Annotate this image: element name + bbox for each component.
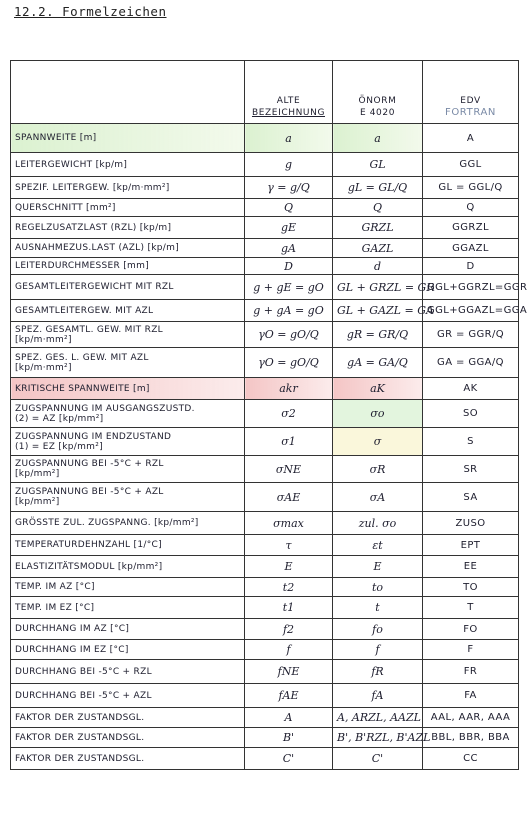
row-label: GRÖSSTE ZUL. ZUGSPANNG. [kp/mm²]	[11, 512, 245, 535]
row-onorm-symbol: C'	[333, 748, 423, 770]
row-label: AUSNAHMEZUS.LAST (AZL) [kp/m]	[11, 239, 245, 258]
row-onorm-symbol: fo	[333, 619, 423, 640]
row-edv-symbol: FR	[423, 660, 519, 684]
row-label: DURCHHANG BEI -5°C + RZL	[11, 660, 245, 684]
row-edv-symbol: CC	[423, 748, 519, 770]
row-label: SPANNWEITE [m]	[11, 124, 245, 153]
table-row	[11, 597, 519, 619]
row-old-symbol: C'	[245, 748, 333, 770]
row-edv-symbol: BBL, BBR, BBA	[423, 728, 519, 748]
row-onorm-symbol: gA = GA/Q	[333, 348, 423, 378]
table-row	[11, 239, 519, 258]
row-onorm-symbol: d	[333, 258, 423, 275]
header-old-line2: BEZEICHNUNG	[251, 108, 326, 118]
row-label: ELASTIZITÄTSMODUL [kp/mm²]	[11, 556, 245, 578]
table-row	[11, 619, 519, 640]
row-onorm-symbol: GL + GAZL = GA	[333, 300, 423, 322]
row-label: FAKTOR DER ZUSTANDSGL.	[11, 728, 245, 748]
row-onorm-symbol: to	[333, 578, 423, 597]
row-old-symbol: σ2	[245, 400, 333, 428]
row-edv-symbol: GGAZL	[423, 239, 519, 258]
row-edv-symbol: SA	[423, 483, 519, 512]
row-onorm-symbol: gL = GL/Q	[333, 177, 423, 199]
row-label: DURCHHANG IM EZ [°C]	[11, 640, 245, 660]
table-row	[11, 217, 519, 239]
row-label: FAKTOR DER ZUSTANDSGL.	[11, 748, 245, 770]
row-old-symbol: γ = g/Q	[245, 177, 333, 199]
row-old-symbol: E	[245, 556, 333, 578]
row-label: SPEZIF. LEITERGEW. [kp/m·mm²]	[11, 177, 245, 199]
row-old-symbol: a	[245, 124, 333, 153]
row-onorm-symbol: Q	[333, 199, 423, 217]
table-row	[11, 640, 519, 660]
row-label: SPEZ. GES. L. GEW. MIT AZL [kp/m·mm²]	[11, 348, 245, 378]
table-row	[11, 456, 519, 483]
symbol-table	[10, 60, 527, 770]
row-onorm-symbol: GL + GRZL = GR	[333, 275, 423, 300]
table-row	[11, 300, 519, 322]
row-old-symbol: A	[245, 708, 333, 728]
table-row	[11, 199, 519, 217]
row-label: FAKTOR DER ZUSTANDSGL.	[11, 708, 245, 728]
row-onorm-symbol: B', B'RZL, B'AZL	[333, 728, 423, 748]
header-old-designation	[245, 61, 333, 124]
row-old-symbol: τ	[245, 535, 333, 556]
row-edv-symbol: TO	[423, 578, 519, 597]
table-row	[11, 400, 519, 428]
row-edv-symbol: GL = GGL/Q	[423, 177, 519, 199]
row-onorm-symbol: gR = GR/Q	[333, 322, 423, 348]
row-old-symbol: Q	[245, 199, 333, 217]
row-old-symbol: fAE	[245, 684, 333, 708]
row-onorm-symbol: fR	[333, 660, 423, 684]
section-heading: 12.2. Formelzeichen	[14, 4, 167, 19]
row-onorm-symbol: fA	[333, 684, 423, 708]
row-edv-symbol: GGL	[423, 153, 519, 177]
row-old-symbol: gA	[245, 239, 333, 258]
row-label: GESAMTLEITERGEWICHT MIT RZL	[11, 275, 245, 300]
row-edv-symbol: T	[423, 597, 519, 619]
row-old-symbol: B'	[245, 728, 333, 748]
row-old-symbol: σAE	[245, 483, 333, 512]
row-label: TEMP. IM AZ [°C]	[11, 578, 245, 597]
row-edv-symbol: SO	[423, 400, 519, 428]
row-label: KRITISCHE SPANNWEITE [m]	[11, 378, 245, 400]
table-row	[11, 578, 519, 597]
row-onorm-symbol: t	[333, 597, 423, 619]
row-edv-symbol: FO	[423, 619, 519, 640]
row-onorm-symbol: a	[333, 124, 423, 153]
row-onorm-symbol: GRZL	[333, 217, 423, 239]
row-onorm-symbol: E	[333, 556, 423, 578]
row-onorm-symbol: εt	[333, 535, 423, 556]
table-row	[11, 728, 519, 748]
row-edv-symbol: FA	[423, 684, 519, 708]
table-row	[11, 483, 519, 512]
table-row	[11, 748, 519, 770]
header-onorm-line2: E 4020	[359, 108, 396, 118]
row-label: LEITERDURCHMESSER [mm]	[11, 258, 245, 275]
row-onorm-symbol: σA	[333, 483, 423, 512]
table-header-row	[11, 61, 519, 124]
row-label: TEMP. IM EZ [°C]	[11, 597, 245, 619]
table-row	[11, 684, 519, 708]
row-edv-symbol: ZUSO	[423, 512, 519, 535]
row-old-symbol: fNE	[245, 660, 333, 684]
row-old-symbol: σ1	[245, 428, 333, 456]
row-edv-symbol: EE	[423, 556, 519, 578]
row-label: REGELZUSATZLAST (RZL) [kp/m]	[11, 217, 245, 239]
header-label-cell	[11, 61, 245, 124]
row-old-symbol: t1	[245, 597, 333, 619]
table-row	[11, 177, 519, 199]
row-label: ZUGSPANNUNG BEI -5°C + AZL [kp/mm²]	[11, 483, 245, 512]
table-row	[11, 428, 519, 456]
table-row	[11, 378, 519, 400]
header-edv-line1: EDV	[460, 96, 481, 106]
table-row	[11, 556, 519, 578]
row-edv-symbol: EPT	[423, 535, 519, 556]
row-label: SPEZ. GESAMTL. GEW. MIT RZL [kp/m·mm²]	[11, 322, 245, 348]
table-row	[11, 348, 519, 378]
row-old-symbol: g + gA = gO	[245, 300, 333, 322]
row-edv-symbol: F	[423, 640, 519, 660]
row-old-symbol: gE	[245, 217, 333, 239]
table-row	[11, 322, 519, 348]
row-old-symbol: g	[245, 153, 333, 177]
row-edv-symbol: AK	[423, 378, 519, 400]
row-old-symbol: γO = gO/Q	[245, 348, 333, 378]
row-edv-symbol: GGL+GGAZL=GGA	[423, 300, 519, 322]
row-label: DURCHHANG IM AZ [°C]	[11, 619, 245, 640]
row-onorm-symbol: GAZL	[333, 239, 423, 258]
row-onorm-symbol: A, ARZL, AAZL	[333, 708, 423, 728]
table-row	[11, 512, 519, 535]
row-old-symbol: σNE	[245, 456, 333, 483]
table-row	[11, 708, 519, 728]
table-row	[11, 124, 519, 153]
table-row	[11, 535, 519, 556]
row-edv-symbol: GR = GGR/Q	[423, 322, 519, 348]
row-old-symbol: t2	[245, 578, 333, 597]
row-old-symbol: σmax	[245, 512, 333, 535]
row-label: QUERSCHNITT [mm²]	[11, 199, 245, 217]
row-old-symbol: D	[245, 258, 333, 275]
row-edv-symbol: SR	[423, 456, 519, 483]
row-onorm-symbol: σR	[333, 456, 423, 483]
row-old-symbol: g + gE = gO	[245, 275, 333, 300]
header-edv	[423, 61, 519, 124]
header-onorm-line1: ÖNORM	[358, 96, 397, 106]
table-row	[11, 275, 519, 300]
row-label: ZUGSPANNUNG IM AUSGANGSZUSTD. (2) = AZ [kp/mm²]	[11, 400, 245, 428]
row-onorm-symbol: aK	[333, 378, 423, 400]
row-edv-symbol: GA = GGA/Q	[423, 348, 519, 378]
row-old-symbol: γO = gO/Q	[245, 322, 333, 348]
row-edv-symbol: Q	[423, 199, 519, 217]
row-label: DURCHHANG BEI -5°C + AZL	[11, 684, 245, 708]
table-row	[11, 258, 519, 275]
row-label: TEMPERATURDEHNZAHL [1/°C]	[11, 535, 245, 556]
row-label: ZUGSPANNUNG IM ENDZUSTAND (1) = EZ [kp/mm²]	[11, 428, 245, 456]
header-onorm	[333, 61, 423, 124]
row-edv-symbol: AAL, AAR, AAA	[423, 708, 519, 728]
table-row	[11, 660, 519, 684]
row-onorm-symbol: σ	[333, 428, 423, 456]
row-edv-symbol: GGL+GGRZL=GGR	[423, 275, 519, 300]
row-label: ZUGSPANNUNG BEI -5°C + RZL [kp/mm²]	[11, 456, 245, 483]
row-old-symbol: f	[245, 640, 333, 660]
row-edv-symbol: GGRZL	[423, 217, 519, 239]
row-old-symbol: f2	[245, 619, 333, 640]
row-onorm-symbol: GL	[333, 153, 423, 177]
header-edv-line2: FORTRAN	[444, 107, 497, 118]
row-label: GESAMTLEITERGEW. MIT AZL	[11, 300, 245, 322]
row-onorm-symbol: f	[333, 640, 423, 660]
row-edv-symbol: D	[423, 258, 519, 275]
row-edv-symbol: S	[423, 428, 519, 456]
header-old-line1: ALTE	[276, 96, 301, 106]
row-onorm-symbol: zul. σo	[333, 512, 423, 535]
row-old-symbol: akr	[245, 378, 333, 400]
row-onorm-symbol: σo	[333, 400, 423, 428]
row-label: LEITERGEWICHT [kp/m]	[11, 153, 245, 177]
table-row	[11, 153, 519, 177]
row-edv-symbol: A	[423, 124, 519, 153]
